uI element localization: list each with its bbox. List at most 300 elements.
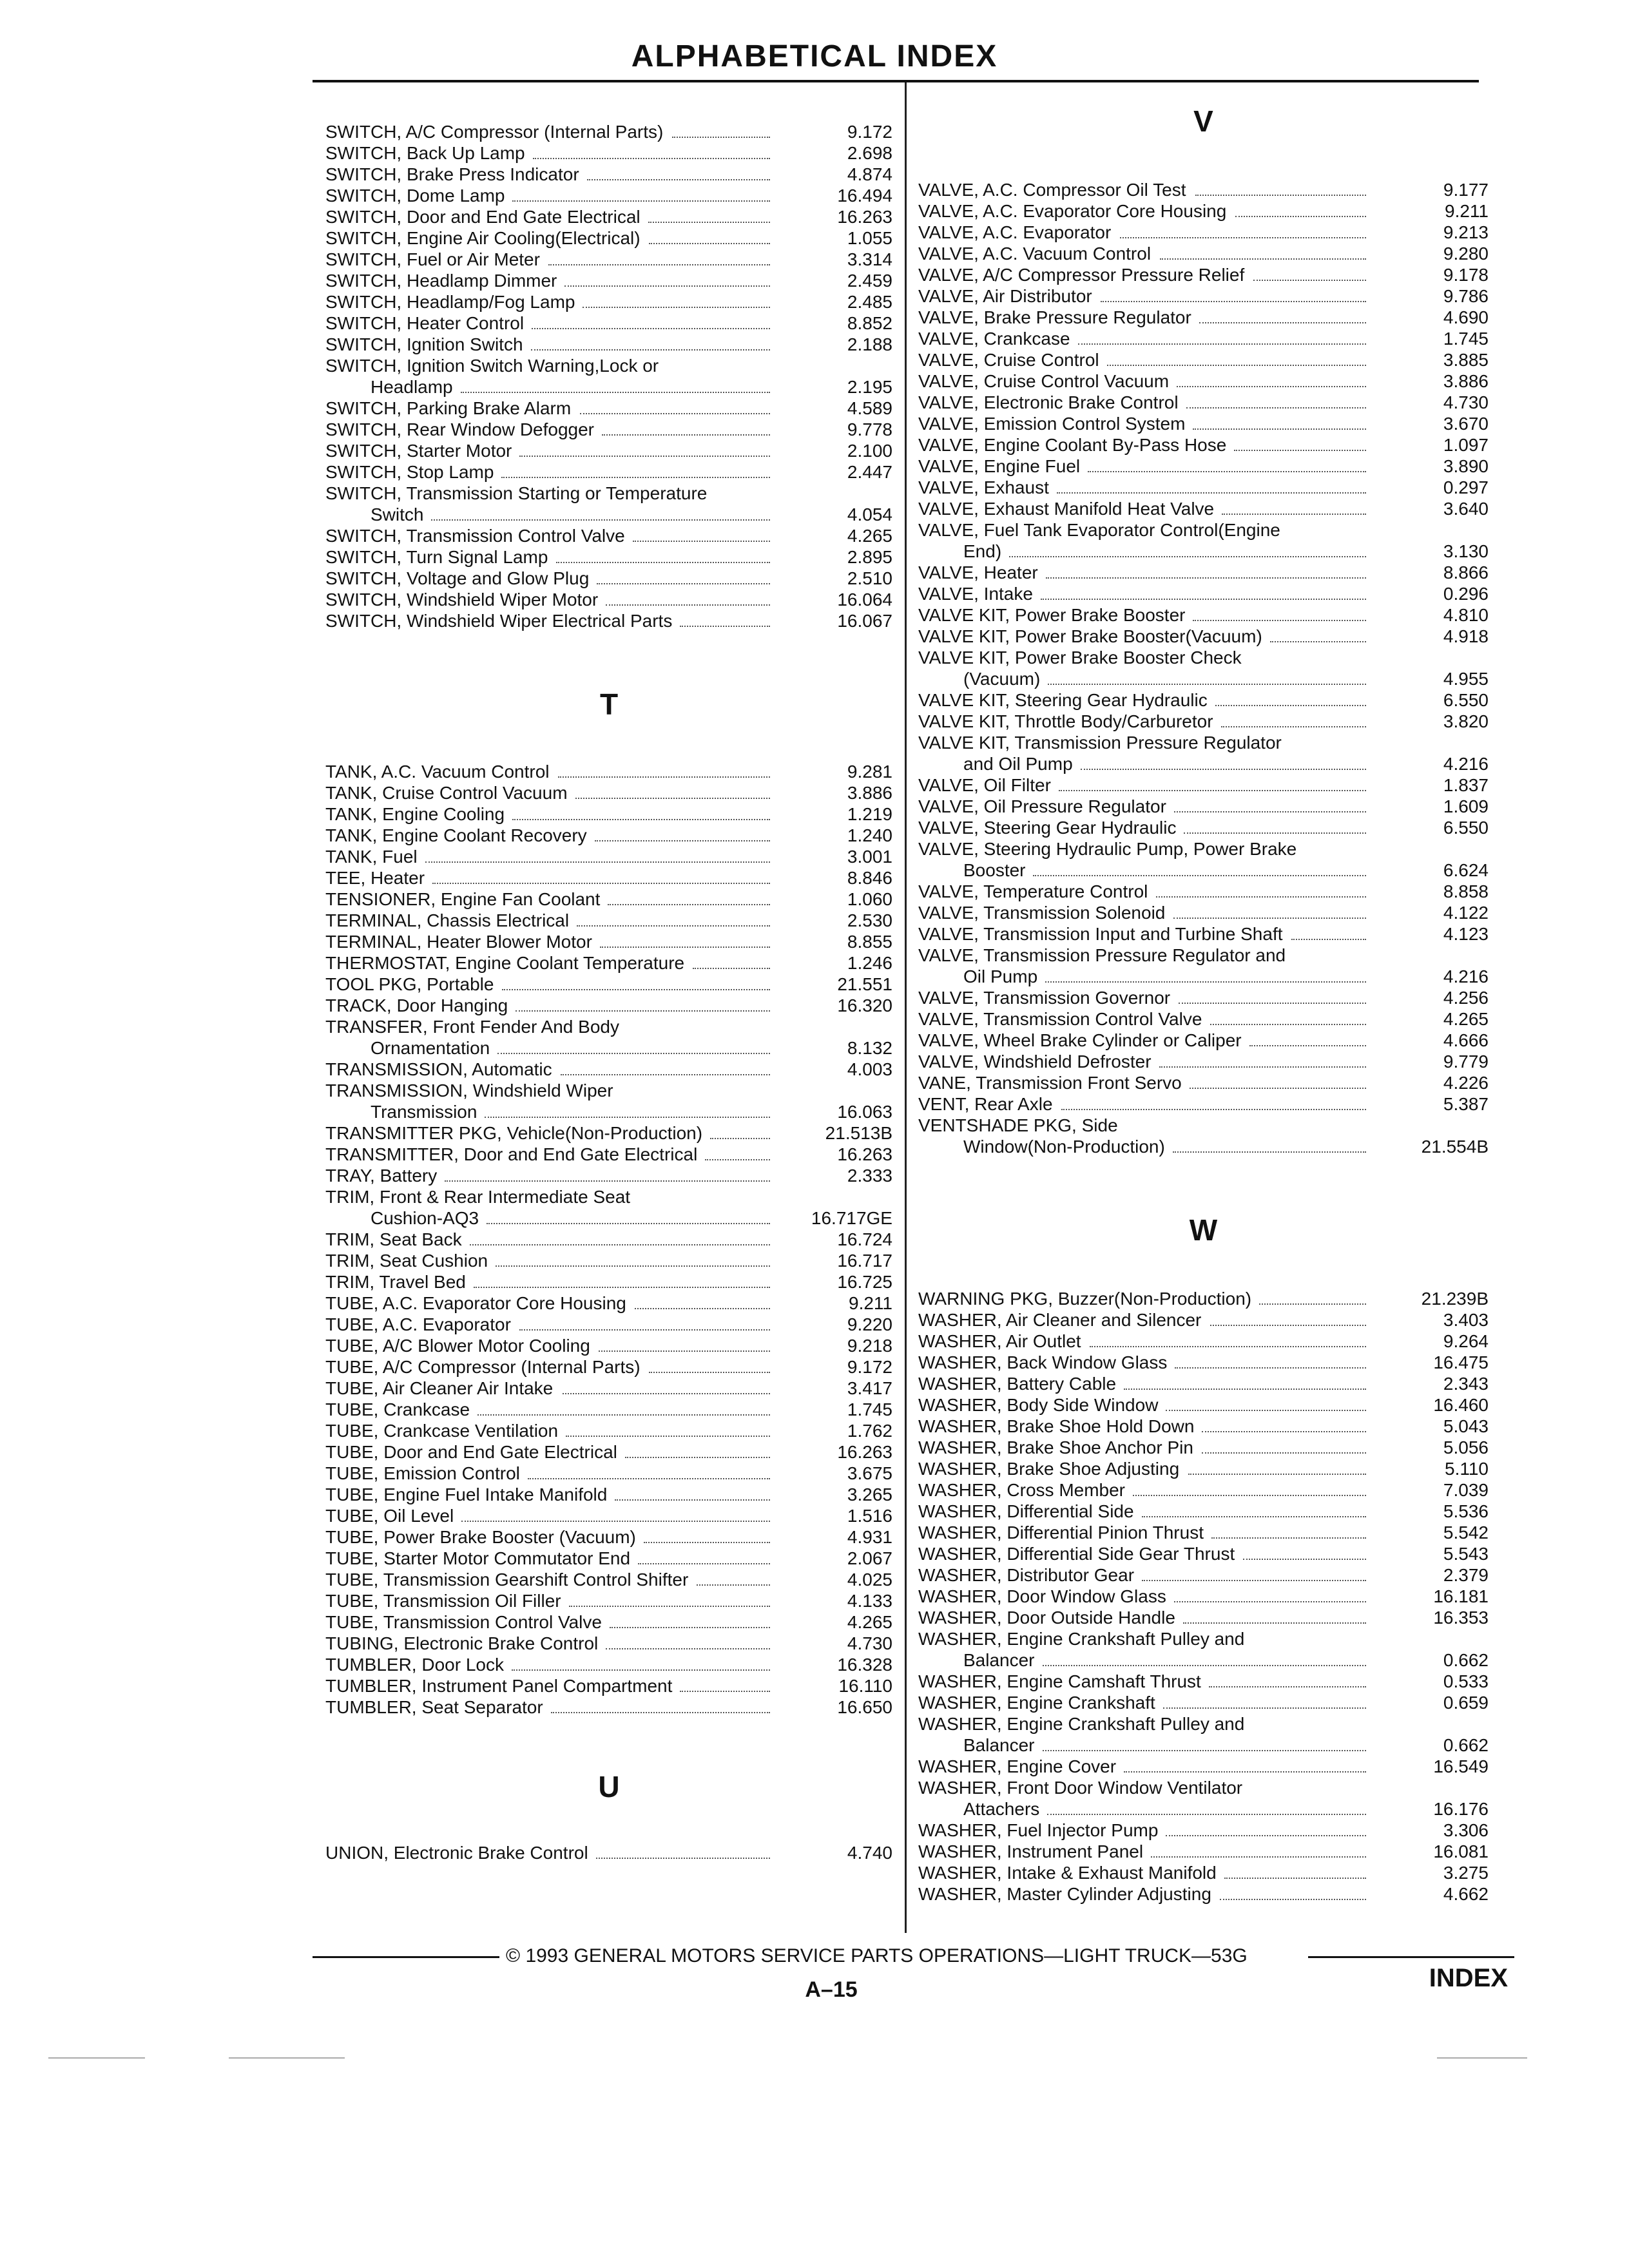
footer-rule-right bbox=[1308, 1956, 1514, 1958]
entry-label: UNION, Electronic Brake Control bbox=[325, 1843, 588, 1863]
index-entry bbox=[325, 185, 892, 206]
entry-line bbox=[325, 610, 892, 631]
dot-leader bbox=[649, 223, 770, 244]
entry-label: WASHER, Brake Shoe Adjusting bbox=[918, 1459, 1180, 1479]
dot-leader bbox=[1209, 1666, 1366, 1687]
entry-line bbox=[918, 1288, 1489, 1309]
dot-leader bbox=[1156, 876, 1366, 898]
entry-page-ref: 4.265 bbox=[847, 1612, 892, 1632]
entry-page-ref: 16.081 bbox=[1433, 1841, 1489, 1861]
index-entry bbox=[918, 179, 1489, 200]
entry-page-ref: 7.039 bbox=[1443, 1480, 1489, 1500]
dot-leader bbox=[485, 1097, 770, 1118]
entry-label: SWITCH, Windshield Wiper Motor bbox=[325, 590, 599, 610]
entry-label: WASHER, Engine Crankshaft Pulley and bbox=[918, 1629, 1245, 1649]
entry-page-ref: 0.659 bbox=[1443, 1693, 1489, 1713]
dot-leader bbox=[1190, 1068, 1366, 1089]
dot-leader bbox=[1046, 557, 1366, 579]
entry-page-ref: 16.067 bbox=[837, 611, 892, 631]
dot-leader bbox=[563, 1373, 770, 1394]
entry-line bbox=[325, 995, 892, 1016]
entry-page-ref: 3.265 bbox=[847, 1485, 892, 1504]
entry-page-ref: 16.328 bbox=[837, 1655, 892, 1675]
dot-leader bbox=[528, 1458, 770, 1479]
entry-label: SWITCH, Transmission Control Valve bbox=[325, 526, 625, 546]
entry-label: TOOL PKG, Portable bbox=[325, 974, 494, 994]
dot-leader bbox=[566, 1416, 770, 1437]
entry-line bbox=[918, 902, 1489, 923]
entry-label: WASHER, Cross Member bbox=[918, 1480, 1126, 1500]
index-entry bbox=[918, 1628, 1489, 1671]
dot-leader bbox=[1186, 387, 1366, 408]
dot-leader bbox=[672, 117, 770, 138]
dot-leader bbox=[1221, 706, 1366, 727]
index-entry bbox=[325, 589, 892, 610]
entry-label: Balancer bbox=[963, 1650, 1035, 1670]
entry-page-ref: 16.110 bbox=[838, 1676, 892, 1696]
entry-page-ref: 2.067 bbox=[847, 1548, 892, 1568]
entry-label: WASHER, Differential Pinion Thrust bbox=[918, 1523, 1204, 1542]
index-entry bbox=[325, 1548, 892, 1569]
dot-leader bbox=[1061, 1089, 1366, 1110]
entry-label: TUBE, A/C Blower Motor Cooling bbox=[325, 1336, 590, 1356]
entry-line bbox=[325, 1420, 892, 1441]
entry-page-ref: 3.886 bbox=[1443, 371, 1489, 391]
index-entry bbox=[325, 355, 892, 398]
entry-label: TUBE, Crankcase bbox=[325, 1399, 470, 1419]
page-number: A–15 bbox=[805, 1977, 858, 2002]
entry-page-ref: 9.280 bbox=[1443, 244, 1489, 264]
entry-label: SWITCH, Turn Signal Lamp bbox=[325, 547, 548, 567]
entry-line bbox=[918, 498, 1489, 519]
index-entry bbox=[325, 1526, 892, 1548]
index-entry bbox=[325, 1654, 892, 1675]
entry-label: Cushion-AQ3 bbox=[371, 1208, 479, 1228]
entry-page-ref: 2.188 bbox=[847, 334, 892, 354]
entry-label: VALVE, Engine Fuel bbox=[918, 456, 1081, 476]
dot-leader bbox=[1235, 196, 1366, 217]
dot-leader bbox=[1270, 621, 1366, 642]
entry-label: TUBING, Electronic Brake Control bbox=[325, 1633, 599, 1653]
entry-line bbox=[918, 179, 1489, 200]
entry-page-ref: 2.447 bbox=[847, 462, 892, 482]
entry-label: TRIM, Seat Cushion bbox=[325, 1251, 488, 1271]
dot-leader bbox=[512, 180, 770, 202]
entry-line bbox=[918, 1607, 1489, 1628]
entry-label: TUBE, A.C. Evaporator bbox=[325, 1314, 511, 1334]
entry-label: TUBE, Oil Level bbox=[325, 1506, 454, 1526]
entry-label: SWITCH, Headlamp Dimmer bbox=[325, 271, 557, 291]
entry-label: SWITCH, Fuel or Air Meter bbox=[325, 249, 540, 269]
entry-label: TUBE, Door and End Gate Electrical bbox=[325, 1442, 617, 1462]
entry-label: TUBE, Power Brake Booster (Vacuum) bbox=[325, 1527, 636, 1547]
dot-leader bbox=[548, 244, 770, 265]
column-divider bbox=[905, 82, 907, 1933]
dot-leader bbox=[1222, 494, 1366, 515]
entry-page-ref: 3.306 bbox=[1443, 1820, 1489, 1840]
entry-line bbox=[325, 1059, 892, 1080]
entry-page-ref: 1.246 bbox=[847, 953, 892, 973]
entry-page-ref: 4.123 bbox=[1443, 924, 1489, 944]
scan-artifact bbox=[48, 2057, 145, 2059]
entry-line bbox=[918, 477, 1489, 498]
entry-label: VALVE KIT, Transmission Pressure Regulator bbox=[918, 733, 1282, 753]
dot-leader bbox=[1166, 1815, 1366, 1836]
entry-line bbox=[918, 1501, 1489, 1522]
index-entry bbox=[325, 461, 892, 483]
entry-page-ref: 9.213 bbox=[1443, 222, 1489, 242]
dot-leader bbox=[1041, 579, 1366, 600]
entry-label: TEE, Heater bbox=[325, 868, 425, 888]
dot-leader bbox=[432, 863, 770, 884]
entry-page-ref: 16.263 bbox=[837, 1144, 892, 1164]
dot-leader bbox=[1173, 898, 1366, 919]
entry-label: TUBE, A/C Compressor (Internal Parts) bbox=[325, 1357, 641, 1377]
entry-label: THERMOSTAT, Engine Coolant Temperature bbox=[325, 953, 685, 973]
entry-page-ref: 0.662 bbox=[1443, 1650, 1489, 1670]
index-entry bbox=[918, 817, 1489, 838]
entry-label: TUBE, Transmission Gearshift Control Shifter bbox=[325, 1570, 689, 1590]
entry-label: TUBE, A.C. Evaporator Core Housing bbox=[325, 1293, 626, 1313]
dot-leader bbox=[1173, 1131, 1366, 1153]
entry-line bbox=[325, 1122, 892, 1144]
entry-line bbox=[918, 1692, 1489, 1713]
entry-page-ref: 1.609 bbox=[1443, 796, 1489, 816]
entry-label: VALVE, Cruise Control bbox=[918, 350, 1099, 370]
entry-label: VALVE, A.C. Evaporator bbox=[918, 222, 1112, 242]
index-entry bbox=[918, 838, 1489, 881]
dot-leader bbox=[551, 1692, 770, 1713]
entry-page-ref: 1.516 bbox=[847, 1506, 892, 1526]
entry-page-ref: 16.549 bbox=[1433, 1756, 1489, 1776]
section-header-w: W bbox=[1189, 1213, 1218, 1247]
entry-page-ref: 1.240 bbox=[847, 825, 892, 845]
dot-leader bbox=[1174, 1581, 1366, 1602]
entry-line bbox=[325, 185, 892, 206]
entry-page-ref: 4.122 bbox=[1443, 903, 1489, 923]
dot-leader bbox=[680, 1671, 770, 1692]
entry-label: TRANSMISSION, Windshield Wiper bbox=[325, 1081, 613, 1100]
dot-leader bbox=[1177, 366, 1366, 387]
entry-label: WASHER, Differential Side bbox=[918, 1501, 1134, 1521]
footer-rule-left bbox=[313, 1956, 499, 1958]
entry-label: TUMBLER, Door Lock bbox=[325, 1655, 504, 1675]
entry-label: SWITCH, Starter Motor bbox=[325, 441, 512, 461]
entry-page-ref: 4.265 bbox=[1443, 1009, 1489, 1029]
entry-label: Oil Pump bbox=[963, 966, 1038, 986]
entry-label: Attachers bbox=[963, 1799, 1040, 1819]
entry-label: TENSIONER, Engine Fan Coolant bbox=[325, 889, 601, 909]
entry-page-ref: 1.837 bbox=[1443, 775, 1489, 795]
entry-line bbox=[918, 1136, 1489, 1157]
entry-page-ref: 8.858 bbox=[1443, 881, 1489, 901]
entry-label: TRACK, Door Hanging bbox=[325, 995, 508, 1015]
dot-leader bbox=[1124, 1751, 1366, 1773]
index-entry bbox=[918, 923, 1489, 945]
entry-line bbox=[918, 1649, 1489, 1671]
entry-label: TANK, Cruise Control Vacuum bbox=[325, 783, 568, 803]
entry-label: WASHER, Distributor Gear bbox=[918, 1565, 1135, 1585]
entry-page-ref: 5.387 bbox=[1443, 1094, 1489, 1114]
entry-page-ref: 3.820 bbox=[1443, 711, 1489, 731]
entry-page-ref: 16.494 bbox=[837, 186, 892, 206]
dot-leader bbox=[1048, 664, 1366, 685]
index-entry bbox=[325, 1463, 892, 1484]
entry-label: TUBE, Engine Fuel Intake Manifold bbox=[325, 1485, 608, 1504]
entry-page-ref: 0.296 bbox=[1443, 584, 1489, 604]
entry-label: VALVE KIT, Power Brake Booster Check bbox=[918, 648, 1242, 668]
entry-label: WASHER, Engine Crankshaft Pulley and bbox=[918, 1714, 1245, 1734]
entry-label: SWITCH, Voltage and Glow Plug bbox=[325, 568, 590, 588]
entry-line bbox=[918, 1522, 1489, 1543]
entry-page-ref: 21.551 bbox=[837, 974, 892, 994]
dot-leader bbox=[1120, 217, 1366, 238]
entry-label: TRANSMISSION, Automatic bbox=[325, 1059, 552, 1079]
entry-label: VALVE, Air Distributor bbox=[918, 286, 1092, 306]
entry-page-ref: 2.459 bbox=[847, 271, 892, 291]
entry-label: VANE, Transmission Front Servo bbox=[918, 1073, 1182, 1093]
index-entry bbox=[918, 1288, 1489, 1309]
dot-leader bbox=[1057, 472, 1366, 494]
entry-label: TRAY, Battery bbox=[325, 1166, 438, 1186]
index-entry bbox=[918, 1522, 1489, 1543]
dot-leader bbox=[1151, 1836, 1366, 1858]
index-entry bbox=[325, 206, 892, 227]
entry-page-ref: 4.730 bbox=[1443, 392, 1489, 412]
dot-leader bbox=[1174, 791, 1366, 812]
entry-label: SWITCH, Stop Lamp bbox=[325, 462, 494, 482]
index-entry bbox=[918, 1115, 1489, 1157]
dot-leader bbox=[1088, 451, 1366, 472]
entry-page-ref: 3.670 bbox=[1443, 414, 1489, 434]
entry-page-ref: 6.550 bbox=[1443, 818, 1489, 838]
entry-label: VALVE, Transmission Pressure Regulator and bbox=[918, 945, 1286, 965]
dot-leader bbox=[648, 202, 770, 223]
entry-label: Switch bbox=[371, 505, 424, 524]
entry-label: TANK, Fuel bbox=[325, 847, 418, 867]
dot-leader bbox=[532, 308, 770, 329]
entry-page-ref: 21.554B bbox=[1421, 1137, 1489, 1157]
dot-leader bbox=[1249, 1025, 1366, 1046]
entry-label: VALVE, Cruise Control Vacuum bbox=[918, 371, 1170, 391]
entry-line bbox=[325, 1590, 892, 1611]
entry-label: and Oil Pump bbox=[963, 754, 1073, 774]
dot-leader bbox=[1081, 749, 1366, 770]
title-rule bbox=[313, 80, 1479, 82]
entry-page-ref: 3.675 bbox=[847, 1463, 892, 1483]
section-header-u: U bbox=[598, 1770, 620, 1803]
entry-page-ref: 1.762 bbox=[847, 1421, 892, 1441]
entry-page-ref: 4.730 bbox=[847, 1633, 892, 1653]
entry-page-ref: 16.176 bbox=[1433, 1799, 1489, 1819]
entry-page-ref: 9.211 bbox=[1445, 201, 1489, 221]
index-entry bbox=[918, 413, 1489, 434]
entry-label: VALVE, A/C Compressor Pressure Relief bbox=[918, 265, 1245, 285]
footer-copyright: © 1993 GENERAL MOTORS SERVICE PARTS OPERATIONS—LIGHT TRUCK—53G bbox=[506, 1945, 1248, 1966]
entry-page-ref: 4.256 bbox=[1443, 988, 1489, 1008]
entry-line bbox=[918, 1008, 1489, 1030]
index-entry bbox=[918, 711, 1489, 732]
index-entry bbox=[325, 1080, 892, 1122]
index-entry bbox=[325, 1590, 892, 1611]
entry-label: TUBE, Transmission Control Valve bbox=[325, 1612, 602, 1632]
entry-page-ref: 21.239B bbox=[1421, 1289, 1489, 1309]
entry-line bbox=[325, 1165, 892, 1186]
index-entry bbox=[918, 1607, 1489, 1628]
index-entry bbox=[918, 1008, 1489, 1030]
entry-line bbox=[325, 1271, 892, 1293]
entry-label: TANK, A.C. Vacuum Control bbox=[325, 762, 550, 782]
dot-leader bbox=[474, 1267, 770, 1288]
entry-page-ref: 3.890 bbox=[1443, 456, 1489, 476]
dot-leader bbox=[1159, 1046, 1366, 1068]
dot-leader bbox=[1224, 1858, 1366, 1879]
entry-label: VALVE, Engine Coolant By-Pass Hose bbox=[918, 435, 1227, 455]
entry-label: WASHER, Back Window Glass bbox=[918, 1352, 1168, 1372]
entry-page-ref: 4.955 bbox=[1443, 669, 1489, 689]
entry-page-ref: 4.054 bbox=[847, 505, 892, 524]
entry-page-ref: 2.510 bbox=[847, 568, 892, 588]
entry-page-ref: 4.003 bbox=[847, 1059, 892, 1079]
index-entry bbox=[918, 243, 1489, 264]
entry-page-ref: 16.181 bbox=[1433, 1586, 1489, 1606]
entry-page-ref: 3.417 bbox=[847, 1378, 892, 1398]
entry-page-ref: 3.886 bbox=[847, 783, 892, 803]
dot-leader bbox=[470, 1224, 770, 1245]
entry-label: VALVE, Steering Gear Hydraulic bbox=[918, 818, 1177, 838]
entry-page-ref: 8.846 bbox=[847, 868, 892, 888]
entry-page-ref: 2.485 bbox=[847, 292, 892, 312]
dot-leader bbox=[519, 1309, 770, 1331]
entry-label: TUBE, Air Cleaner Air Intake bbox=[325, 1378, 554, 1398]
entry-label: TRIM, Seat Back bbox=[325, 1229, 462, 1249]
index-entry bbox=[918, 1883, 1489, 1905]
dot-leader bbox=[587, 159, 770, 180]
entry-page-ref: 4.931 bbox=[847, 1527, 892, 1547]
entry-page-ref: 2.698 bbox=[847, 143, 892, 163]
dot-leader bbox=[1234, 430, 1366, 451]
index-entry bbox=[325, 1420, 892, 1441]
entry-line bbox=[918, 1841, 1489, 1862]
entry-line bbox=[325, 1463, 892, 1484]
dot-leader bbox=[710, 1118, 770, 1139]
entry-page-ref: 5.110 bbox=[1445, 1459, 1489, 1479]
entry-line bbox=[918, 243, 1489, 264]
entry-page-ref: 6.550 bbox=[1443, 690, 1489, 710]
entry-page-ref: 9.218 bbox=[847, 1336, 892, 1356]
entry-label: VALVE KIT, Steering Gear Hydraulic bbox=[918, 690, 1208, 710]
entry-label: WASHER, Door Window Glass bbox=[918, 1586, 1166, 1606]
dot-leader bbox=[425, 841, 770, 863]
index-entry bbox=[918, 477, 1489, 498]
entry-label: VALVE, Intake bbox=[918, 584, 1033, 604]
entry-line bbox=[325, 1548, 892, 1569]
entry-line bbox=[325, 1526, 892, 1548]
dot-leader bbox=[487, 1203, 770, 1224]
entry-label: SWITCH, Dome Lamp bbox=[325, 186, 505, 206]
entry-page-ref: 1.745 bbox=[847, 1399, 892, 1419]
index-entry bbox=[918, 498, 1489, 519]
entry-line bbox=[918, 668, 1489, 689]
entry-label: VALVE, Temperature Control bbox=[918, 881, 1148, 901]
entry-label: SWITCH, Rear Window Defogger bbox=[325, 419, 595, 439]
entry-label: End) bbox=[963, 541, 1002, 561]
index-entry bbox=[918, 1692, 1489, 1713]
entry-page-ref: 3.885 bbox=[1443, 350, 1489, 370]
entry-page-ref: 2.195 bbox=[847, 377, 892, 397]
dot-leader bbox=[561, 1054, 770, 1075]
entry-page-ref: 8.132 bbox=[847, 1038, 892, 1058]
dot-leader bbox=[502, 969, 770, 990]
entry-page-ref: 2.895 bbox=[847, 547, 892, 567]
entry-label: VALVE, Transmission Solenoid bbox=[918, 903, 1166, 923]
index-entry bbox=[918, 1862, 1489, 1883]
entry-page-ref: 4.666 bbox=[1443, 1030, 1489, 1050]
index-entry bbox=[325, 610, 892, 631]
entry-page-ref: 4.133 bbox=[847, 1591, 892, 1611]
index-entry bbox=[918, 1501, 1489, 1522]
entry-page-ref: 16.064 bbox=[837, 590, 892, 610]
dot-leader bbox=[1199, 302, 1366, 323]
entry-line bbox=[918, 987, 1489, 1008]
entry-line bbox=[918, 413, 1489, 434]
index-entry bbox=[325, 1335, 892, 1356]
dot-leader bbox=[606, 1628, 770, 1649]
dot-leader bbox=[1215, 685, 1366, 706]
index-entry bbox=[918, 689, 1489, 711]
entry-label: WASHER, Engine Crankshaft bbox=[918, 1693, 1155, 1713]
dot-leader bbox=[1179, 983, 1366, 1004]
entry-label: VALVE, Exhaust Manifold Heat Valve bbox=[918, 499, 1215, 519]
dot-leader bbox=[1291, 919, 1366, 940]
dot-leader bbox=[512, 1649, 770, 1671]
entry-label: WASHER, Battery Cable bbox=[918, 1374, 1117, 1394]
entry-label: WASHER, Fuel Injector Pump bbox=[918, 1820, 1159, 1840]
dot-leader bbox=[531, 329, 770, 351]
dot-leader bbox=[1211, 1517, 1366, 1539]
index-entry bbox=[918, 1756, 1489, 1777]
dot-leader bbox=[580, 393, 770, 414]
entry-page-ref: 16.263 bbox=[837, 207, 892, 227]
dot-leader bbox=[625, 1437, 770, 1458]
entry-label: TUMBLER, Seat Separator bbox=[325, 1697, 543, 1717]
entry-page-ref: 8.866 bbox=[1443, 562, 1489, 582]
dot-leader bbox=[1078, 323, 1366, 345]
dot-leader bbox=[1202, 1411, 1366, 1432]
entry-line bbox=[918, 1093, 1489, 1115]
entry-label: TRANSFER, Front Fender And Body bbox=[325, 1017, 619, 1037]
dot-leader bbox=[597, 563, 770, 584]
entry-page-ref: 2.343 bbox=[1443, 1374, 1489, 1394]
entry-page-ref: 8.855 bbox=[847, 932, 892, 952]
entry-page-ref: 6.624 bbox=[1443, 860, 1489, 880]
entry-label: WARNING PKG, Buzzer(Non-Production) bbox=[918, 1289, 1252, 1309]
entry-page-ref: 16.475 bbox=[1433, 1352, 1489, 1372]
dot-leader bbox=[496, 1245, 770, 1267]
entry-label: SWITCH, Door and End Gate Electrical bbox=[325, 207, 641, 227]
entry-label: VENT, Rear Axle bbox=[918, 1094, 1053, 1114]
dot-leader bbox=[1142, 1496, 1366, 1517]
entry-label: VALVE, Windshield Defroster bbox=[918, 1052, 1152, 1072]
dot-leader bbox=[600, 927, 770, 948]
index-entry bbox=[918, 902, 1489, 923]
entry-page-ref: 4.216 bbox=[1443, 966, 1489, 986]
dot-leader bbox=[1101, 281, 1366, 302]
entry-line bbox=[918, 817, 1489, 838]
dot-leader bbox=[564, 265, 770, 287]
entry-page-ref: 4.662 bbox=[1443, 1884, 1489, 1904]
dot-leader bbox=[1009, 536, 1366, 557]
